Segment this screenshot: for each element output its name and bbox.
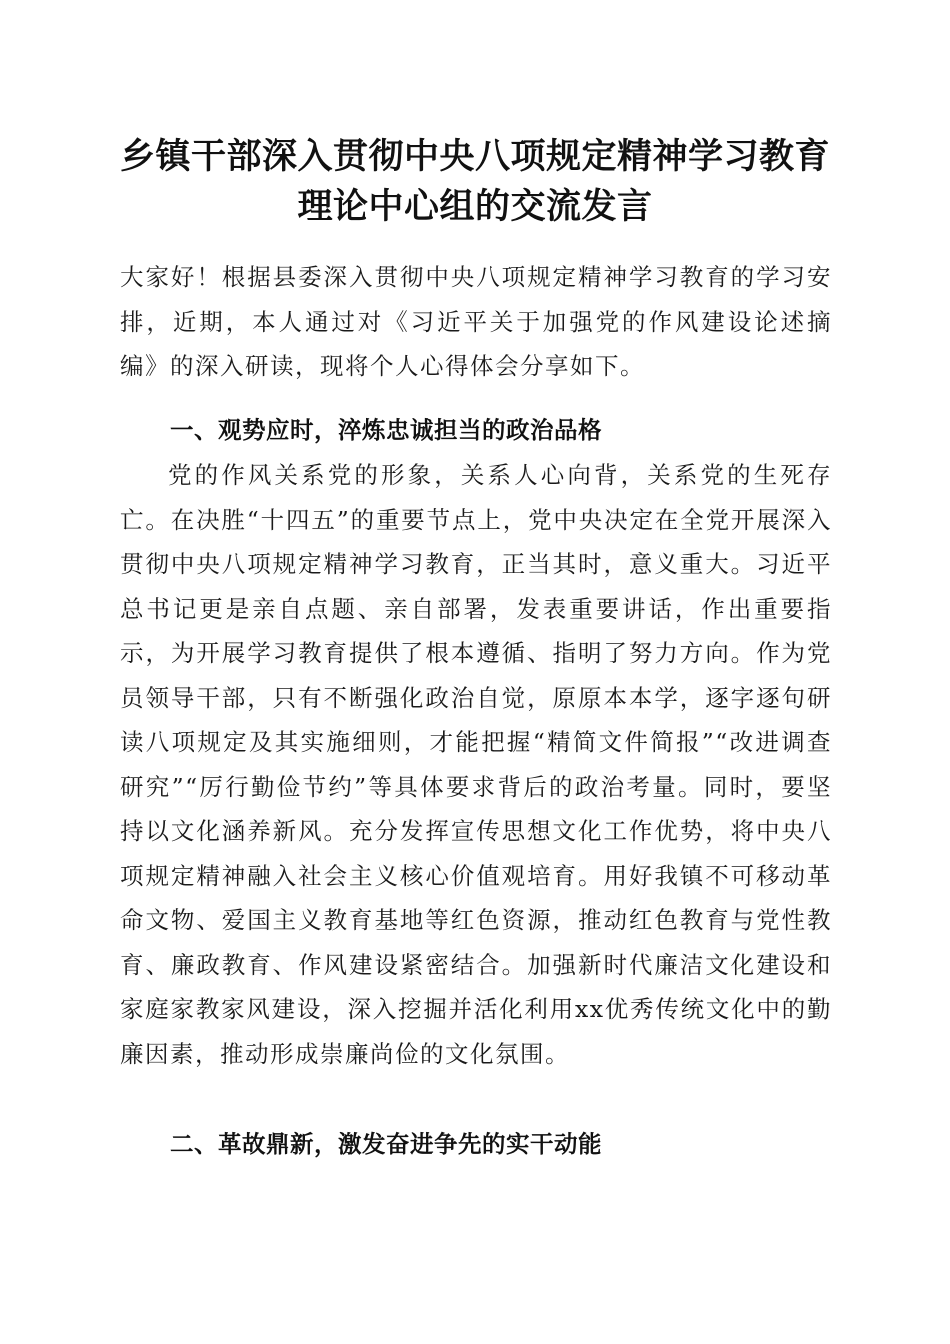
- section-heading-2: 二、革故鼎新，激发奋进争先的实干动能: [170, 1130, 602, 1158]
- document-title: [110, 132, 840, 232]
- section-heading-1: 一、观势应时，淬炼忠诚担当的政治品格: [170, 416, 602, 444]
- title-line-1: 乡镇干部深入贯彻中央八项规定精神学习教育: [119, 136, 830, 177]
- intro-paragraph: 大家好！根据县委深入贯彻中央八项规定精神学习教育的学习安排，近期，本人通过对《习近平关于加强党的作风建设论述摘编》的深入研读，现将个人心得体会分享如下。: [120, 263, 832, 380]
- section-1-paragraph: 党的作风关系党的形象，关系人心向背，关系党的生死存亡。在决胜“十四五”的重要节点上，党中央决定在全党开展深入贯彻中央八项规定精神学习教育，正当其时，意义重大。习近平总书记更是亲自点题、亲自部署，发表重要讲话，作出重要指示，为开展学习教育提供了根本遵循、指明了努力方向。作为党员领导干部，只有不断强化政治自觉，原原本本学，逐字逐句研读八项规定及其实施细则，才能把握“精简文件简报”“改进调查研究”“厉行勤俭节约”等具体要求背后的政治考量。同时，要坚持以文化涵养新风。充分发挥宣传思想文化工作优势，将中央八项规定精神融入社会主义核心价值观培育。用好我镇不可移动革命文物、爱国主义教育基地等红色资源，推动红色教育与党性教育、廉政教育、作风建设紧密结合。加强新时代廉洁文化建设和家庭家教家风建设，深入挖掘并活化利用xx优秀传统文化中的勤廉因素，推动形成崇廉尚俭的文化氛围。: [120, 461, 832, 1068]
- title-line-2: 理论中心组的交流发言: [297, 186, 653, 227]
